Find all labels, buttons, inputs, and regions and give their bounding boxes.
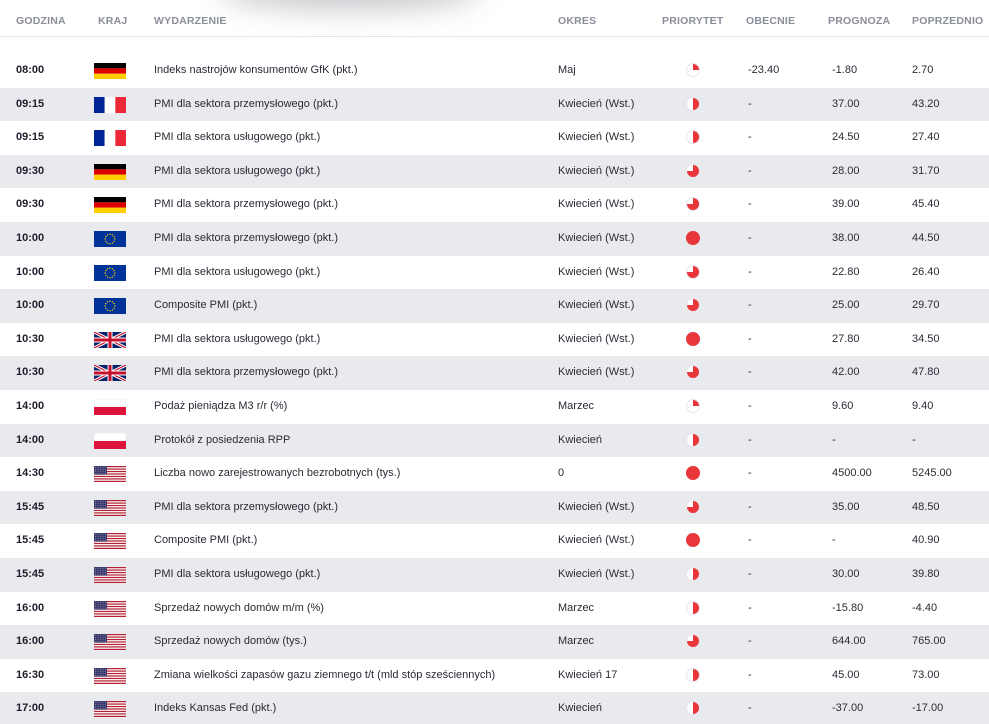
table-row[interactable] — [0, 592, 989, 626]
priority-icon — [686, 332, 702, 348]
table-row[interactable] — [0, 356, 989, 390]
event-actual: -23.40 — [748, 64, 780, 76]
priority-pie — [686, 231, 700, 245]
header-country[interactable]: KRAJ — [98, 15, 128, 27]
event-time: 09:15 — [16, 131, 45, 144]
event-actual: - — [748, 668, 752, 681]
event-actual: - — [748, 635, 752, 648]
table-row[interactable] — [0, 659, 989, 693]
event-forecast: - — [832, 433, 836, 446]
table-row[interactable] — [0, 390, 989, 424]
eu-flag-icon — [94, 298, 126, 314]
header-time[interactable]: GODZINA — [16, 15, 66, 27]
table-row[interactable] — [0, 88, 989, 122]
event-name[interactable]: Indeks Kansas Fed (pkt.) — [154, 702, 277, 715]
event-actual: - — [748, 332, 752, 345]
priority-icon — [686, 231, 702, 247]
event-name[interactable]: PMI dla sektora usługowego (pkt.) — [154, 567, 321, 580]
event-previous: 40.90 — [912, 534, 940, 547]
event-time: 14:00 — [16, 433, 45, 446]
pl-flag-icon — [94, 433, 126, 449]
event-actual: - — [748, 231, 752, 244]
event-previous: 765.00 — [912, 635, 946, 648]
event-time: 16:00 — [16, 635, 45, 648]
event-list — [0, 54, 989, 724]
table-row[interactable] — [0, 323, 989, 357]
event-time: 15:45 — [16, 534, 45, 547]
event-time: 08:00 — [16, 64, 45, 76]
event-time: 10:30 — [16, 332, 45, 345]
priority-pie — [686, 433, 700, 447]
event-actual: - — [748, 97, 752, 110]
eu-flag-icon — [94, 265, 126, 281]
header-previous[interactable]: POPRZEDNIO — [912, 15, 984, 27]
priority-pie — [686, 130, 700, 144]
priority-pie — [686, 298, 700, 312]
event-forecast: 45.00 — [832, 668, 860, 681]
event-previous: 31.70 — [912, 164, 940, 177]
event-previous: 29.70 — [912, 299, 940, 312]
event-name[interactable]: PMI dla sektora usługowego (pkt.) — [154, 131, 321, 144]
event-name[interactable]: PMI dla sektora przemysłowego (pkt.) — [154, 366, 339, 379]
event-period: Kwiecień (Wst.) — [558, 198, 635, 211]
priority-pie — [686, 466, 700, 480]
event-name[interactable]: PMI dla sektora usługowego (pkt.) — [154, 164, 321, 177]
priority-icon — [686, 197, 702, 213]
event-period: Kwiecień (Wst.) — [558, 97, 635, 110]
event-forecast: 38.00 — [832, 231, 860, 244]
event-name[interactable]: Composite PMI (pkt.) — [154, 534, 258, 547]
priority-icon — [686, 500, 702, 516]
event-actual: - — [748, 265, 752, 278]
table-row[interactable] — [0, 692, 989, 724]
event-forecast: 27.80 — [832, 332, 860, 345]
event-previous: 45.40 — [912, 198, 940, 211]
event-name[interactable]: PMI dla sektora przemysłowego (pkt.) — [154, 97, 339, 110]
us-flag-icon — [94, 567, 126, 583]
priority-icon — [686, 365, 702, 381]
header-shadow — [220, 0, 480, 10]
event-actual: - — [748, 299, 752, 312]
event-period: Kwiecień (Wst.) — [558, 534, 635, 547]
event-period: Kwiecień (Wst.) — [558, 567, 635, 580]
event-previous: 48.50 — [912, 500, 940, 513]
priority-pie — [686, 97, 700, 111]
event-previous: 2.70 — [912, 64, 934, 76]
event-time: 09:30 — [16, 164, 45, 177]
event-forecast: 42.00 — [832, 366, 860, 379]
header-event[interactable]: WYDARZENIE — [154, 15, 227, 27]
event-forecast: 28.00 — [832, 164, 860, 177]
priority-pie — [686, 164, 700, 178]
header-forecast[interactable]: PROGNOZA — [828, 15, 891, 27]
event-period: Kwiecień (Wst.) — [558, 366, 635, 379]
event-previous: 73.00 — [912, 668, 940, 681]
us-flag-icon — [94, 701, 126, 717]
event-forecast: 644.00 — [832, 635, 866, 648]
event-previous: 44.50 — [912, 231, 940, 244]
event-forecast: 37.00 — [832, 97, 860, 110]
priority-icon — [686, 164, 702, 180]
priority-icon — [686, 399, 702, 415]
event-actual: - — [748, 702, 752, 715]
priority-pie — [686, 668, 700, 682]
event-time: 16:00 — [16, 601, 45, 614]
event-time: 09:30 — [16, 198, 45, 211]
event-name[interactable]: PMI dla sektora przemysłowego (pkt.) — [154, 500, 339, 513]
event-previous: - — [912, 433, 916, 446]
header-priority[interactable]: PRIORYTET — [662, 15, 724, 27]
event-forecast: 22.80 — [832, 265, 860, 278]
eu-flag-icon — [94, 231, 126, 247]
table-row[interactable] — [0, 524, 989, 558]
event-name[interactable]: PMI dla sektora usługowego (pkt.) — [154, 265, 321, 278]
event-actual: - — [748, 433, 752, 446]
table-row[interactable] — [0, 289, 989, 323]
priority-icon — [686, 601, 702, 617]
priority-pie — [686, 634, 700, 648]
event-previous: 43.20 — [912, 97, 940, 110]
priority-pie — [686, 265, 700, 279]
event-previous: 26.40 — [912, 265, 940, 278]
us-flag-icon — [94, 668, 126, 684]
priority-pie — [686, 701, 700, 715]
table-row[interactable] — [0, 188, 989, 222]
event-forecast: -15.80 — [832, 601, 864, 614]
table-row[interactable] — [0, 424, 989, 458]
priority-pie — [686, 63, 700, 77]
priority-icon — [686, 298, 702, 314]
event-time: 15:45 — [16, 567, 45, 580]
event-time: 15:45 — [16, 500, 45, 513]
de-flag-icon — [94, 197, 126, 213]
event-time: 14:30 — [16, 467, 45, 480]
event-actual: - — [748, 399, 752, 412]
event-forecast: 25.00 — [832, 299, 860, 312]
priority-icon — [686, 63, 702, 79]
event-name[interactable]: PMI dla sektora przemysłowego (pkt.) — [154, 231, 339, 244]
event-period: Maj — [558, 64, 576, 76]
table-header — [0, 0, 989, 37]
table-row[interactable] — [0, 256, 989, 290]
event-name[interactable]: Zmiana wielkości zapasów gazu ziemnego t/t (mld stóp sześciennych) — [154, 668, 496, 681]
event-name[interactable]: Protokół z posiedzenia RPP — [154, 433, 291, 446]
event-period: Marzec — [558, 635, 595, 648]
event-previous: 27.40 — [912, 131, 940, 144]
event-period: Kwiecień (Wst.) — [558, 332, 635, 345]
event-forecast: -1.80 — [832, 64, 858, 76]
event-name[interactable]: Sprzedaż nowych domów m/m (%) — [154, 601, 324, 614]
event-previous: -17.00 — [912, 702, 944, 715]
event-time: 09:15 — [16, 97, 45, 110]
event-actual: - — [748, 467, 752, 480]
event-previous: 34.50 — [912, 332, 940, 345]
event-period: Marzec — [558, 601, 595, 614]
header-actual[interactable]: OBECNIE — [746, 15, 796, 27]
event-time: 10:00 — [16, 299, 45, 312]
event-actual: - — [748, 567, 752, 580]
de-flag-icon — [94, 63, 126, 79]
event-name[interactable]: PMI dla sektora przemysłowego (pkt.) — [154, 198, 339, 211]
event-forecast: -37.00 — [832, 702, 864, 715]
event-period: Kwiecień — [558, 433, 603, 446]
event-period: Kwiecień (Wst.) — [558, 231, 635, 244]
priority-pie — [686, 533, 700, 547]
event-forecast: 24.50 — [832, 131, 860, 144]
header-period[interactable]: OKRES — [558, 15, 597, 27]
priority-icon — [686, 265, 702, 281]
event-forecast: 4500.00 — [832, 467, 872, 480]
event-forecast: 9.60 — [832, 399, 854, 412]
priority-icon — [686, 533, 702, 549]
fr-flag-icon — [94, 130, 126, 146]
event-previous: 5245.00 — [912, 467, 952, 480]
event-actual: - — [748, 366, 752, 379]
event-previous: 47.80 — [912, 366, 940, 379]
event-period: Kwiecień 17 — [558, 668, 618, 681]
event-actual: - — [748, 131, 752, 144]
priority-icon — [686, 567, 702, 583]
priority-pie — [686, 500, 700, 514]
event-time: 14:00 — [16, 399, 45, 412]
priority-icon — [686, 433, 702, 449]
event-period: Kwiecień (Wst.) — [558, 299, 635, 312]
priority-icon — [686, 701, 702, 717]
event-actual: - — [748, 534, 752, 547]
event-name[interactable]: Indeks nastrojów konsumentów GfK (pkt.) — [154, 64, 358, 76]
us-flag-icon — [94, 601, 126, 617]
us-flag-icon — [94, 500, 126, 516]
event-actual: - — [748, 500, 752, 513]
event-time: 17:00 — [16, 702, 45, 715]
pl-flag-icon — [94, 399, 126, 415]
event-forecast: 30.00 — [832, 567, 860, 580]
event-period: Kwiecień (Wst.) — [558, 500, 635, 513]
event-period: Kwiecień (Wst.) — [558, 265, 635, 278]
us-flag-icon — [94, 634, 126, 650]
event-period: 0 — [558, 467, 565, 480]
us-flag-icon — [94, 533, 126, 549]
fr-flag-icon — [94, 97, 126, 113]
event-actual: - — [748, 198, 752, 211]
table-row[interactable] — [0, 222, 989, 256]
event-period: Marzec — [558, 399, 595, 412]
event-name[interactable]: Podaż pieniądza M3 r/r (%) — [154, 399, 288, 412]
event-previous: -4.40 — [912, 601, 938, 614]
priority-pie — [686, 197, 700, 211]
event-actual: - — [748, 164, 752, 177]
event-period: Kwiecień (Wst.) — [558, 164, 635, 177]
table-row[interactable] — [0, 54, 989, 88]
event-forecast: 35.00 — [832, 500, 860, 513]
table-row[interactable] — [0, 491, 989, 525]
us-flag-icon — [94, 466, 126, 482]
event-forecast: 39.00 — [832, 198, 860, 211]
event-time: 10:00 — [16, 265, 45, 278]
event-name[interactable]: Liczba nowo zarejestrowanych bezrobotnych (tys.) — [154, 467, 401, 480]
table-row[interactable] — [0, 121, 989, 155]
event-period: Kwiecień (Wst.) — [558, 131, 635, 144]
priority-pie — [686, 365, 700, 379]
event-previous: 39.80 — [912, 567, 940, 580]
event-time: 16:30 — [16, 668, 45, 681]
uk-flag-icon — [94, 332, 126, 348]
event-forecast: - — [832, 534, 836, 547]
uk-flag-icon — [94, 365, 126, 381]
event-name[interactable]: PMI dla sektora usługowego (pkt.) — [154, 332, 321, 345]
table-row[interactable] — [0, 155, 989, 189]
priority-pie — [686, 332, 700, 346]
event-actual: - — [748, 601, 752, 614]
event-name[interactable]: Sprzedaż nowych domów (tys.) — [154, 635, 307, 648]
table-row[interactable] — [0, 558, 989, 592]
priority-icon — [686, 130, 702, 146]
event-time: 10:00 — [16, 231, 45, 244]
event-time: 10:30 — [16, 366, 45, 379]
priority-icon — [686, 97, 702, 113]
priority-pie — [686, 567, 700, 581]
table-row[interactable] — [0, 625, 989, 659]
priority-icon — [686, 634, 702, 650]
priority-pie — [686, 399, 700, 413]
de-flag-icon — [94, 164, 126, 180]
priority-pie — [686, 601, 700, 615]
priority-icon — [686, 668, 702, 684]
event-name[interactable]: Composite PMI (pkt.) — [154, 299, 258, 312]
event-previous: 9.40 — [912, 399, 934, 412]
priority-icon — [686, 466, 702, 482]
event-period: Kwiecień — [558, 702, 603, 715]
table-row[interactable] — [0, 457, 989, 491]
